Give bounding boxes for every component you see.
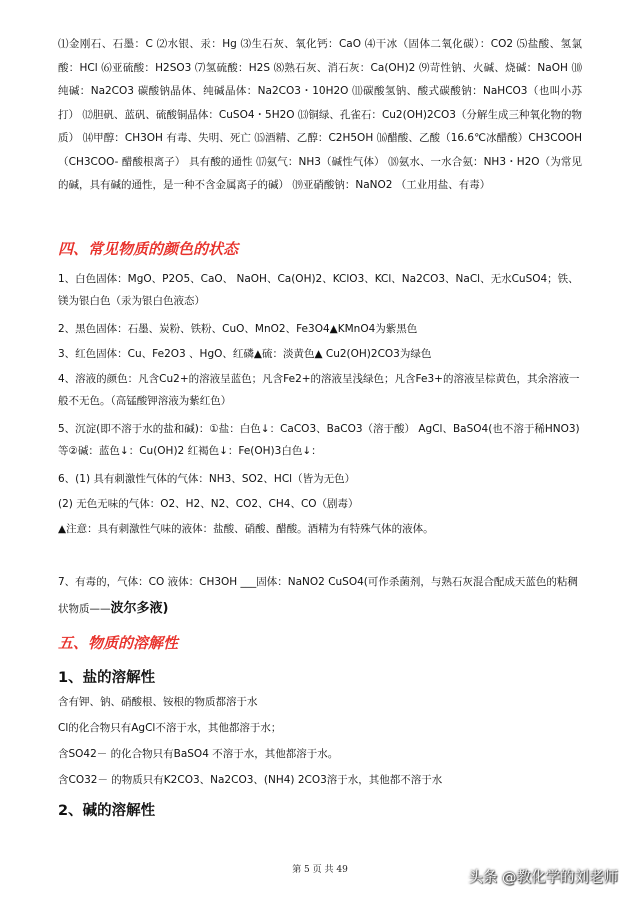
solution-colors-line: 4、溶液的颜色：凡含Cu2+的溶液呈蓝色；凡含Fe2+的溶液呈浅绿色；凡含Fe3+的溶液呈棕黄色，其余溶液一般不无色。（高锰酸钾溶液为紫红色）: [58, 373, 580, 407]
section-four-title: 四、常见物质的颜色的状态: [58, 240, 239, 258]
section-five-title: 五、物质的溶解性: [58, 634, 179, 652]
bordeaux-prefix: 状物质——: [58, 603, 111, 615]
white-solids-line: 1、白色固体：MgO、P2O5、CaO、 NaOH、Ca(OH)2、KClO3、KCl、Na2CO3、NaCl、无水CuSO4；铁、镁为银白色（汞为银白色液态）: [58, 273, 579, 307]
watermark: 头条 @教化学的刘老师: [468, 870, 618, 886]
red-solids-line: 3、红色固体：Cu、Fe2O3 、HgO、红磷▲硫：淡黄色▲ Cu2(OH)2CO3为绿色: [58, 348, 432, 360]
bordeaux-line: [58, 598, 588, 620]
black-solids-line: 2、黑色固体：石墨、炭粉、铁粉、CuO、MnO2、Fe3O4▲KMnO4为紫黑色: [58, 323, 418, 335]
page-number: 第 5 页 共 49: [292, 865, 348, 875]
salt-solubility-title: 1、盐的溶解性: [58, 670, 156, 686]
solubility-line-2: Cl的化合物只有AgCl不溶于水，其他都溶于水；: [58, 722, 282, 734]
solubility-line-4: 含CO32－ 的物质只有K2CO3、Na2CO3、(NH4) 2CO3溶于水，其他都不溶于水: [58, 774, 443, 786]
precipitates-line: 5、沉淀(即不溶于水的盐和碱)：①盐：白色↓：CaCO3、BaCO3（溶于酸） AgCl、BaSO4(也不溶于稀HNO3)等②碱：蓝色↓：Cu(OH)2 红褐色↓：Fe(OH)3白色↓：: [58, 423, 580, 457]
odorless-gases-line: (2) 无色无味的气体：O2、H2、N2、CO2、CH4、CO（剧毒）: [58, 498, 359, 510]
base-solubility-title: 2、碱的溶解性: [58, 803, 156, 819]
bordeaux-mixture: 波尔多液): [110, 601, 169, 616]
chemical-names-paragraph: ⑴金刚石、石墨：C ⑵水银、汞：Hg ⑶生石灰、氧化钙：CaO ⑷干冰（固体二氧化碳）：CO2 ⑸盐酸、氢氯酸：HCl ⑹亚硫酸：H2SO3 ⑺氢硫酸：H2S ⑻熟石灰、消石灰：Ca(OH)2 ⑼苛性钠、火碱、烧碱：NaOH ⑽纯碱：Na2CO3 碳酸钠晶体、纯碱晶体：Na2CO3・10H2O ⑾碳酸氢钠、酸式碳酸钠：NaHCO3（也叫小苏打） ⑿胆矾、蓝矾、硫酸铜晶体：CuSO4・5H2O ⒀铜绿、孔雀石：Cu2(OH)2CO3（分解生成三种氧化物的物质） ⒁甲醇：CH3OH 有毒、失明、死亡 ⒂酒精、乙醇：C2H5OH ⒃醋酸、乙酸（16.6℃冰醋酸）CH3COOH（CH3COO- 醋酸根离子） 具有酸的通性 ⒄氨气：NH3（碱性气体） ⒅氨水、一水合氨：NH3・H2O（为常见的碱，具有碱的通性，是一种不含金属离子的碱） ⒆亚硝酸钠：NaNO2 （工业用盐、有毒）: [58, 38, 582, 191]
toxic-substances-line: 7、有毒的，气体：CO 液体：CH3OH ___固体：NaNO2 CuSO4(可作杀菌剂，与熟石灰混合配成天蓝色的粘稠: [58, 576, 578, 588]
solubility-line-3: 含SO42－ 的化合物只有BaSO4 不溶于水，其他都溶于水。: [58, 748, 339, 760]
solubility-line-1: 含有钾、钠、硝酸根、铵根的物质都溶于水: [58, 696, 258, 708]
note-line: ▲注意：具有刺激性气味的液体：盐酸、硝酸、醋酸。酒精为有特殊气体的液体。: [58, 523, 434, 535]
irritant-gases-line: 6、(1) 具有刺激性气体的气体：NH3、SO2、HCl（皆为无色）: [58, 473, 356, 485]
